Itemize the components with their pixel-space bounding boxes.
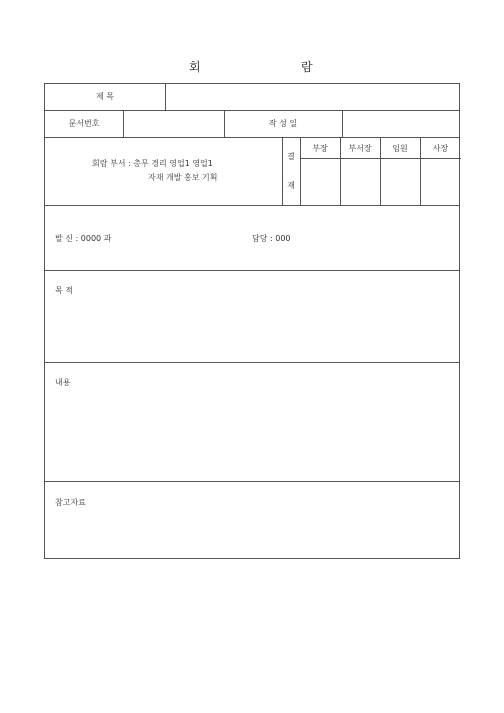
purpose-label: 목 적 bbox=[55, 286, 73, 295]
approver-president: 사장 bbox=[432, 144, 449, 153]
approver-executive: 임원 bbox=[392, 144, 408, 153]
signature-box-department-head[interactable] bbox=[301, 159, 339, 204]
circulation-departments-line2: 자재 개발 홍보 기획 bbox=[148, 173, 218, 182]
divider bbox=[123, 110, 124, 137]
signature-box-executive[interactable] bbox=[381, 159, 419, 204]
signature-box-president[interactable] bbox=[421, 159, 460, 204]
divider bbox=[342, 110, 343, 137]
date-label: 작 성 일 bbox=[268, 119, 298, 128]
purpose-area[interactable] bbox=[45, 271, 459, 361]
divider bbox=[45, 137, 459, 138]
approver-division-head: 부서장 bbox=[348, 144, 372, 153]
doc-number-label: 문서번호 bbox=[68, 119, 100, 128]
reference-label: 참고자료 bbox=[55, 498, 86, 507]
person-in-charge-field: 담당 : 000 bbox=[252, 234, 291, 243]
divider bbox=[165, 84, 166, 110]
document-title-left: 회 bbox=[189, 60, 201, 74]
subject-label: 제 목 bbox=[96, 92, 114, 101]
divider bbox=[45, 205, 459, 206]
approver-department-head: 부장 bbox=[312, 144, 328, 153]
signature-box-division-head[interactable] bbox=[341, 159, 379, 204]
content-label: 내용 bbox=[55, 378, 71, 387]
divider bbox=[45, 110, 459, 111]
divider bbox=[282, 137, 283, 205]
circulation-form bbox=[44, 83, 460, 559]
reference-area[interactable] bbox=[45, 482, 459, 558]
approval-label-bottom: 재 bbox=[287, 181, 295, 190]
circulation-departments-line1: 회람 부서 : 총무 경리 영업1 영업1 bbox=[92, 159, 213, 168]
content-area[interactable] bbox=[45, 363, 459, 480]
approval-label-top: 결 bbox=[287, 152, 295, 161]
sender-field: 발 신 : 0000 과 bbox=[55, 234, 112, 243]
document-title-right: 람 bbox=[301, 60, 313, 74]
